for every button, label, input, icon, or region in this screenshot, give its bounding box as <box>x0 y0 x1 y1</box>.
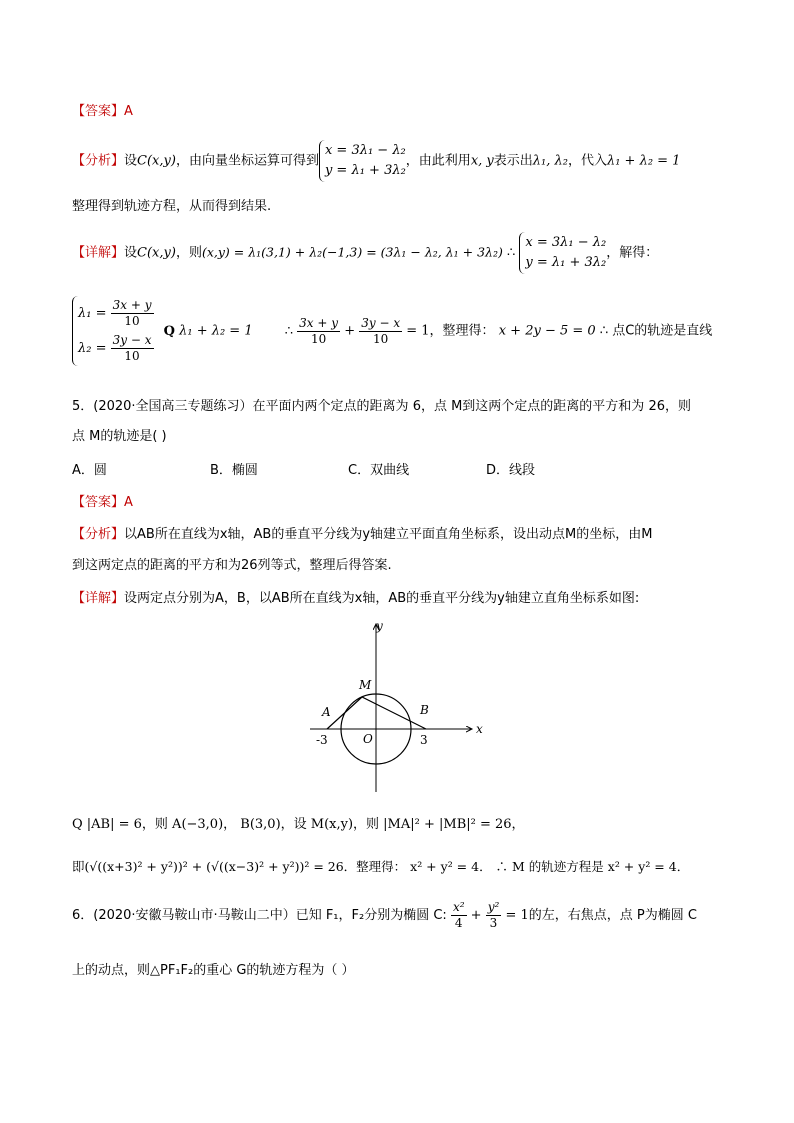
q5-answer <box>72 494 133 512</box>
math: λ₁ + λ₂ = 1 <box>606 153 681 169</box>
therefore-symbol: ∴ <box>284 323 294 339</box>
q5-option-d: D．线段 <box>486 463 536 478</box>
label-b: B <box>420 703 429 717</box>
fraction <box>359 316 402 347</box>
plus: + <box>470 908 482 923</box>
label-a: A <box>322 705 331 719</box>
fraction <box>111 333 154 364</box>
text: ，整理得： <box>429 323 495 339</box>
q4-analysis <box>72 140 680 182</box>
answer-value: A <box>124 104 133 119</box>
system-row: x = 3λ₁ − λ₂ <box>324 143 406 158</box>
answer-tag: 【答案】 <box>72 104 125 119</box>
answer-value: A <box>124 495 133 510</box>
math: λ₁ + λ₂ = 1 <box>179 323 253 339</box>
denominator: 10 <box>124 314 140 328</box>
equation-system <box>519 232 606 274</box>
conclusion: ∴ 点C的轨迹是直线 <box>599 323 713 339</box>
system-row: y = λ₁ + 3λ₂ <box>324 163 406 178</box>
numerator: 3x + y <box>299 315 339 330</box>
q5-analysis-line2: 到这两定点的距离的平方和为26列等式，整理后得答案. <box>72 558 392 573</box>
text: 设 <box>124 245 138 261</box>
system-row: y = λ₁ + 3λ₂ <box>525 255 607 270</box>
lambda-system <box>72 296 154 366</box>
numerator: x² <box>452 900 465 914</box>
text: ，则 <box>175 245 202 261</box>
q6-stem-line2: 上的动点，则△PF₁F₂的重心 G的轨迹方程为（ ） <box>72 963 355 978</box>
lambda2-lhs: λ₂ = <box>78 341 107 356</box>
numerator: 3y − x <box>361 315 401 330</box>
therefore-symbol: ∴ <box>506 245 516 261</box>
text: 的左，右焦点，点 P为椭圆 C <box>528 908 697 923</box>
denominator: 10 <box>373 331 389 346</box>
numerator: 3x + y <box>112 298 152 312</box>
line-equation: x + 2y − 5 = 0 <box>498 323 596 339</box>
q4-lambda-solution <box>72 296 712 366</box>
math: (x,y) = λ₁(3,1) + λ₂(−1,3) = (3λ₁ − λ₂, λ₁ + 3λ₂) <box>201 244 503 260</box>
label-x: x <box>476 722 483 736</box>
math: C(x,y) <box>137 245 176 261</box>
q4-detail <box>72 232 658 274</box>
q5-stem-line1: 5．(2020·全国高三专题练习）在平面内两个定点的距离为 6，点 M到这两个定点的距离的平方和为 26，则 <box>72 399 691 414</box>
text: 表示出 <box>493 153 533 169</box>
label-neg3: -3 <box>316 733 328 747</box>
fraction <box>486 900 502 931</box>
q5-detail <box>72 590 639 608</box>
math: λ₁, λ₂ <box>532 153 568 169</box>
analysis-tag: 【分析】 <box>72 153 125 169</box>
text: 设两定点分别为A，B，以AB所在直线为x轴，AB的垂直平分线为y轴建立直角坐标系如图: <box>124 591 640 606</box>
q5-analysis <box>72 526 652 544</box>
text: 以AB所在直线为x轴，AB的垂直平分线为y轴建立平面直角坐标系，设出动点M的坐标，由M <box>124 527 653 542</box>
plus: + <box>344 323 356 339</box>
q4-answer <box>72 103 133 121</box>
q5-option-b: B．椭圆 <box>210 463 258 478</box>
text: ，代入 <box>567 153 607 169</box>
lambda1-lhs: λ₁ = <box>78 306 107 321</box>
answer-tag: 【答案】 <box>72 495 125 510</box>
q5-because-line: Q |AB| = 6，则 A(−3,0)， B(3,0)，设 M(x,y)，则 |MA|² + |MB|² = 26， <box>72 817 525 832</box>
math: = 1 <box>406 323 430 339</box>
text: ，解得： <box>606 245 659 261</box>
fraction <box>451 900 467 931</box>
text: ，由向量坐标运算可得到 <box>175 153 319 169</box>
label-m: M <box>359 678 372 692</box>
denominator: 10 <box>124 349 140 363</box>
analysis-tag: 【分析】 <box>72 527 125 542</box>
system-row: x = 3λ₁ − λ₂ <box>525 235 607 250</box>
q6-stem-line1 <box>72 900 697 931</box>
denominator: 4 <box>454 916 463 930</box>
label-3: 3 <box>420 733 428 747</box>
detail-tag: 【详解】 <box>72 591 125 606</box>
numerator: 3y − x <box>112 333 152 347</box>
fraction <box>297 316 340 347</box>
label-y: y <box>376 619 383 633</box>
text: 设 <box>124 153 138 169</box>
math: x, y <box>470 153 494 169</box>
math-c-point: C(x,y) <box>137 153 176 169</box>
q5-result-line: 即(√((x+3)² + y²))² + (√((x−3)² + y²))² = 26．整理得： x² + y² = 4． ∴ M 的轨迹方程是 x² + y² = 4． <box>72 859 690 874</box>
denominator: 3 <box>489 916 498 930</box>
text: ，由此利用 <box>405 153 471 169</box>
fraction <box>111 298 154 329</box>
denominator: 10 <box>310 331 327 346</box>
coordinate-figure <box>300 612 500 802</box>
equation-system <box>319 140 406 182</box>
q5-stem-line2: 点 M的轨迹是( ) <box>72 429 167 444</box>
because-symbol: Q <box>163 323 175 339</box>
math: = 1 <box>505 908 529 923</box>
numerator: y² <box>487 900 500 914</box>
detail-tag: 【详解】 <box>72 245 125 261</box>
label-o: O <box>363 732 373 746</box>
q5-option-c: C．双曲线 <box>348 463 410 478</box>
q4-analysis-line2: 整理得到轨迹方程，从而得到结果. <box>72 199 272 214</box>
text: 6．(2020·安徽马鞍山市·马鞍山二中）已知 F₁，F₂分别为椭圆 C: <box>72 908 447 923</box>
q5-option-a: A．圆 <box>72 463 107 478</box>
